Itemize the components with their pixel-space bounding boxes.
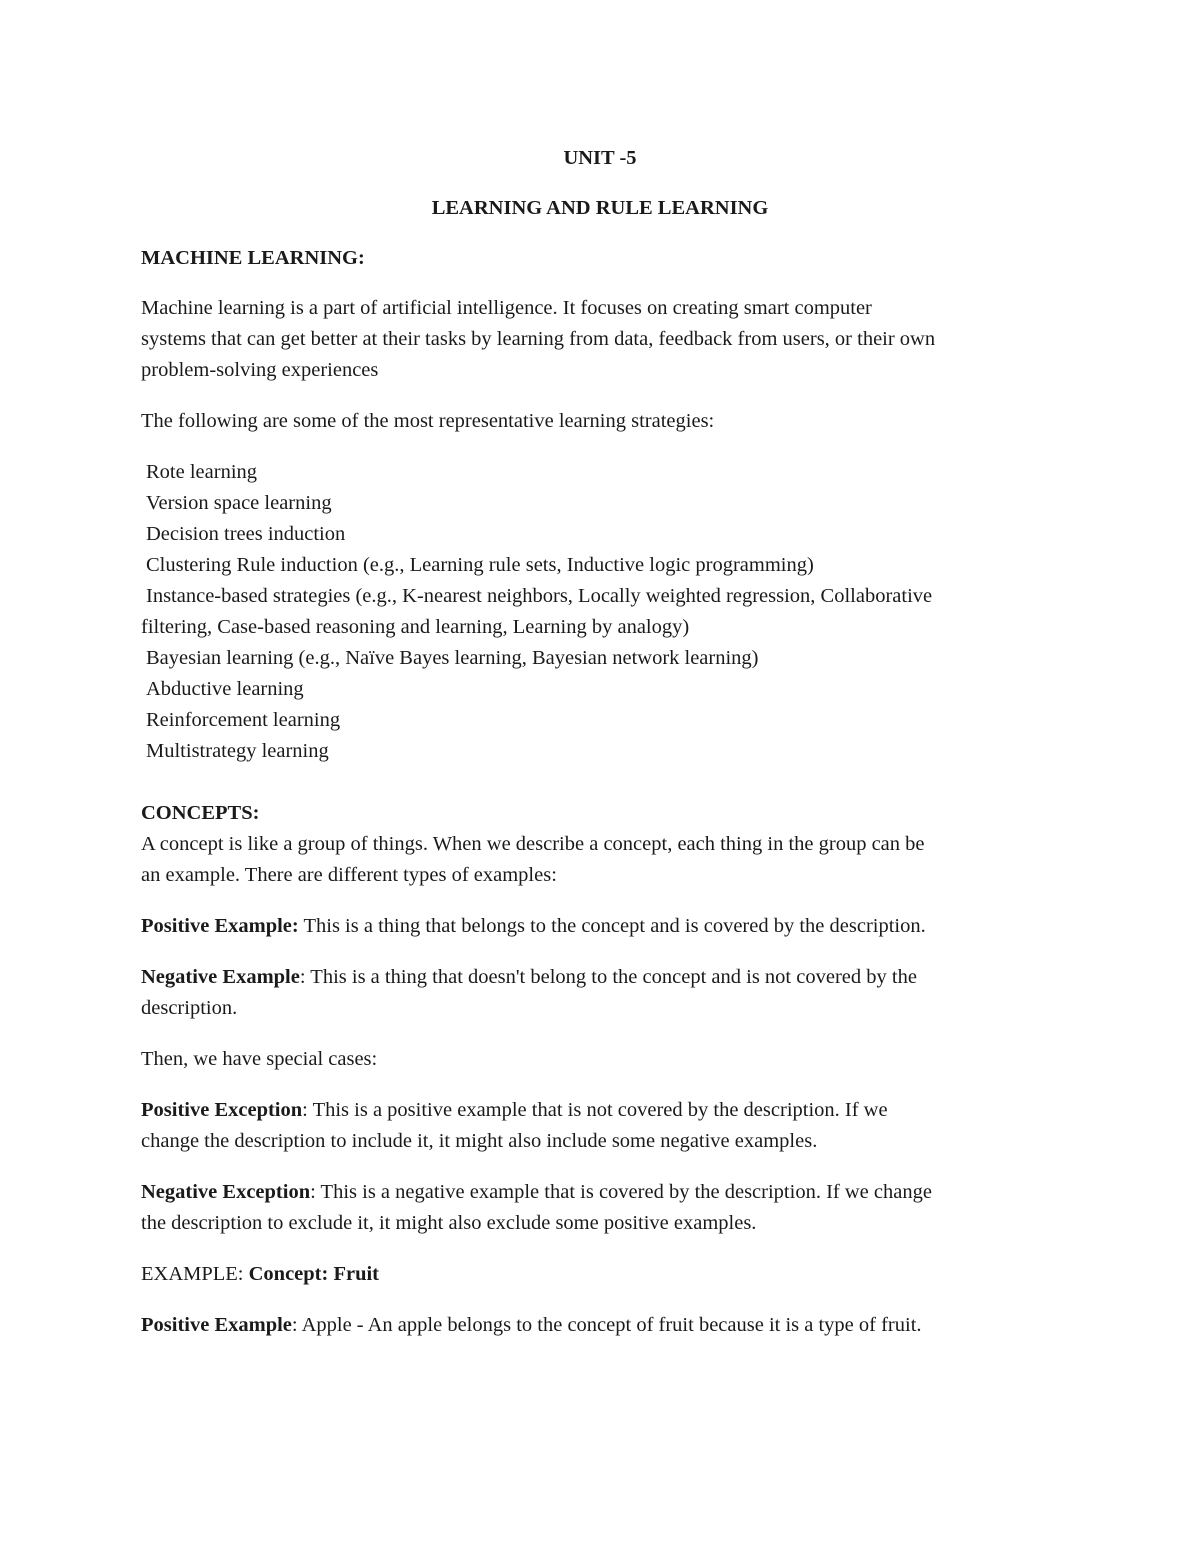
strategies-intro: The following are some of the most representative learning strategies: (141, 410, 715, 432)
positive-example-text: This is a thing that belongs to the concept and is covered by the description. (298, 915, 926, 937)
strategy-item: Abductive learning (146, 678, 304, 700)
negative-example-text: : This is a thing that doesn't belong to the concept and is not covered by the (299, 966, 917, 988)
unit-heading: UNIT -5 (563, 147, 637, 169)
positive-exception-text-continued: change the description to include it, it might also include some negative examples. (141, 1130, 818, 1152)
negative-exception-definition (141, 1179, 932, 1205)
fruit-positive-example (141, 1312, 922, 1338)
strategy-item: Decision trees induction (146, 523, 346, 545)
example-heading (141, 1261, 379, 1287)
concepts-heading: CONCEPTS: (141, 802, 260, 824)
negative-exception-text-continued: the description to exclude it, it might also exclude some positive examples. (141, 1212, 757, 1234)
concepts-intro-line: A concept is like a group of things. When we describe a concept, each thing in the group can be (141, 833, 925, 855)
positive-exception-definition (141, 1097, 888, 1123)
fruit-positive-text: : Apple - An apple belongs to the concept of fruit because it is a type of fruit. (291, 1314, 922, 1336)
example-concept: Concept: Fruit (248, 1263, 380, 1285)
positive-example-label: Positive Example: (141, 915, 299, 937)
strategy-item: Version space learning (146, 492, 332, 514)
positive-exception-text: : This is a positive example that is not covered by the description. If we (302, 1099, 888, 1121)
negative-example-label: Negative Example (141, 966, 300, 988)
strategy-item: Reinforcement learning (146, 709, 341, 731)
machine-learning-heading: MACHINE LEARNING: (141, 247, 365, 269)
document-title: LEARNING AND RULE LEARNING (431, 197, 769, 219)
special-cases-intro: Then, we have special cases: (141, 1048, 378, 1070)
strategy-item: Rote learning (146, 461, 258, 483)
negative-example-text-continued: description. (141, 997, 238, 1019)
fruit-positive-label: Positive Example (141, 1314, 292, 1336)
concepts-intro-line: an example. There are different types of examples: (141, 864, 557, 886)
example-prefix: EXAMPLE: (141, 1263, 249, 1285)
strategy-item: Clustering Rule induction (e.g., Learning rule sets, Inductive logic programming) (146, 554, 814, 576)
negative-example-definition (141, 964, 917, 990)
negative-exception-text: : This is a negative example that is covered by the description. If we change (310, 1181, 932, 1203)
strategy-item: Multistrategy learning (146, 740, 329, 762)
positive-exception-label: Positive Exception (141, 1099, 303, 1121)
positive-example-definition (141, 913, 926, 939)
strategy-item: Instance-based strategies (e.g., K-nearest neighbors, Locally weighted regression, Collaborative (146, 585, 933, 607)
negative-exception-label: Negative Exception (141, 1181, 311, 1203)
ml-paragraph-line: Machine learning is a part of artificial intelligence. It focuses on creating smart computer (141, 297, 872, 319)
ml-paragraph-line: problem-solving experiences (141, 359, 379, 381)
ml-paragraph-line: systems that can get better at their tasks by learning from data, feedback from users, or their own (141, 328, 936, 350)
strategy-item: filtering, Case-based reasoning and learning, Learning by analogy) (141, 616, 690, 638)
strategy-item: Bayesian learning (e.g., Naïve Bayes learning, Bayesian network learning) (146, 647, 759, 669)
